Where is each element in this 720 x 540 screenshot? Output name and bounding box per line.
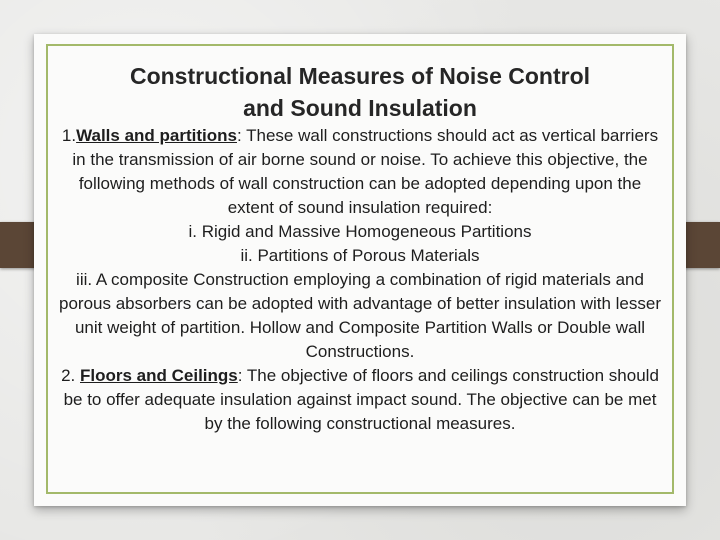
floors-text: : The objective of floors and ceilings construction should be to offer adequate insulation against impact sound. The objective can be met by the following constructional measures. bbox=[63, 366, 659, 433]
floors-heading: Floors and Ceilings bbox=[80, 366, 238, 385]
slide-body bbox=[58, 124, 662, 436]
slide-paper bbox=[34, 34, 686, 506]
walls-heading: Walls and partitions bbox=[76, 126, 237, 145]
slide-title bbox=[34, 60, 686, 124]
title-line-2: and Sound Insulation bbox=[243, 95, 477, 121]
title-line-1: Constructional Measures of Noise Control bbox=[129, 63, 591, 89]
floors-prefix: 2. bbox=[61, 366, 80, 385]
walls-text: : These wall constructions should act as vertical barriers in the transmission of air borne sound or noise. To achieve this objective, the following methods of wall construction can be adopted depending upon the extent of sound insulation required: bbox=[72, 126, 659, 217]
walls-prefix: 1. bbox=[61, 126, 77, 145]
item-ii: ii. Partitions of Porous Materials bbox=[240, 246, 480, 265]
item-iii: iii. A composite Construction employing a combination of rigid materials and porous absorbers can be adopted with advantage of better insulation with lesser unit weight of partition. Hollow and Composite Partition Walls or Double wall Constructions. bbox=[59, 270, 661, 361]
item-i: i. Rigid and Massive Homogeneous Partitions bbox=[188, 222, 532, 241]
